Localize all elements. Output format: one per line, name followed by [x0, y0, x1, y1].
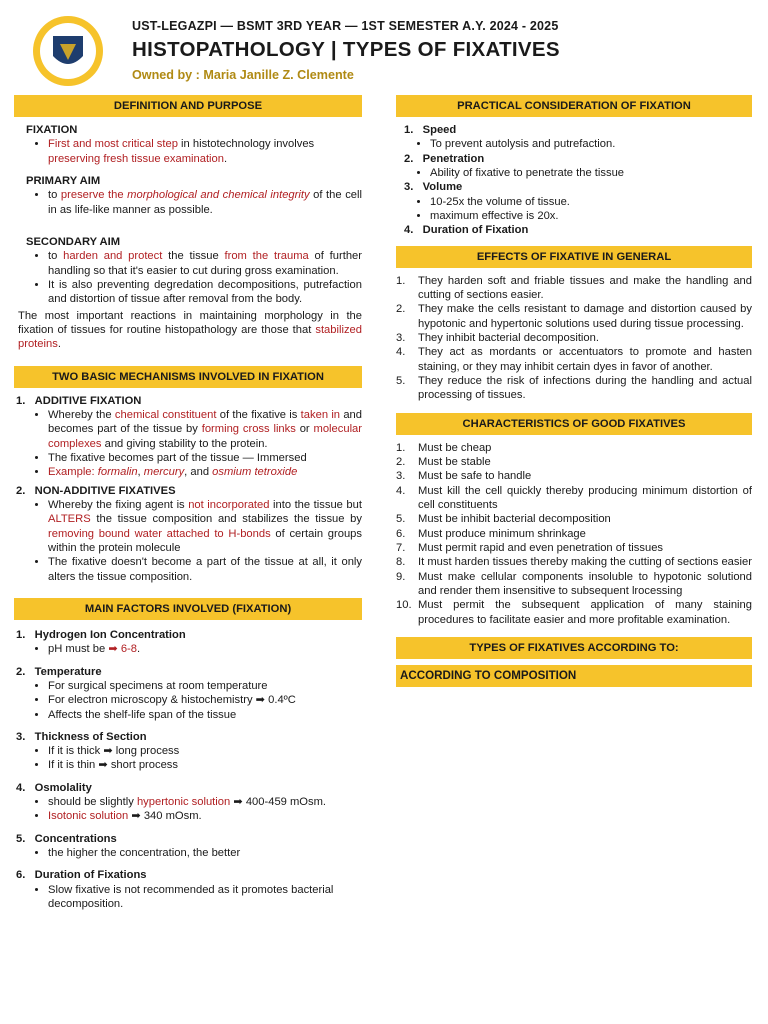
- additive-item: • The fixative becomes part of the tissue — Immersed: [48, 451, 362, 465]
- characteristic-item: Must kill the cell quickly thereby producing minimum distortion of cell constituents: [418, 484, 752, 511]
- secondary-aim-item: • to harden and protect the tissue from the trauma of further handling so that it's easier to cut during gross examination.: [48, 249, 362, 278]
- primary-aim-item: • to preserve the morphological and chemical integrity of the cell in as life-like manner as possible.: [48, 188, 362, 217]
- practical-heading: Volume: [422, 181, 463, 194]
- characteristic-item: Must be inhibit bacterial decomposition: [418, 513, 611, 526]
- characteristic-item: Must make cellular components insoluble to hypotonic solutiond and render them insensitive to subsequent lrocessing: [418, 570, 752, 597]
- section-band-characteristics: CHARACTERISTICS OF GOOD FIXATIVES: [396, 413, 752, 435]
- section-band-types: TYPES OF FIXATIVES ACCORDING TO:: [396, 637, 752, 659]
- primary-aim-heading: PRIMARY AIM: [26, 174, 101, 187]
- university-seal-logo: [20, 14, 116, 88]
- factor-item: • Isotonic solution ➡ 340 mOsm.: [48, 809, 362, 823]
- factor-item: • For surgical specimens at room temperature: [48, 679, 362, 693]
- practical-item: • maximum effective is 20x.: [430, 209, 752, 223]
- fixation-paragraph: The most important reactions in maintaining morphology in the fixation of tissues for routine histopathology are those that stabilized proteins.: [18, 309, 362, 351]
- factor-item: • the higher the concentration, the better: [48, 846, 362, 860]
- characteristic-item: Must produce minimum shrinkage: [418, 527, 586, 540]
- fixation-item: • First and most critical step in histotechnology involves preserving fresh tissue examination.: [48, 137, 362, 166]
- additive-heading: ADDITIVE FIXATION: [34, 394, 142, 407]
- effect-item: They make the cells resistant to damage and distortion caused by hypotonic and hypertonic solutions used during tissue processing.: [418, 303, 752, 330]
- practical-item: • To prevent autolysis and putrefaction.: [430, 137, 752, 151]
- factor-item: • If it is thick ➡ long process: [48, 744, 362, 758]
- right-column: PRACTICAL CONSIDERATION OF FIXATION 1. Speed • To prevent autolysis and putrefaction. 2. Penetration • Ability of fixative to penetrate the tissue 3. Volume • 10-25x the volume of tissue. • maximum effective is 20x. 4. Duration of Fixation EFFECTS OF FIXATIVE IN GENERAL 1. They harden soft and friable tissues and make the handling and cutting of sections easier. 2. They make the cells resistant to damage and distortion caused by hypotonic and hypertonic solutions used during tissue processing. 3. They inhibit bacterial decomposition. 4. They act as mordants or accentuators to promote and hasten staining, or they may inhibit certain dyes in favor of another. 5. They reduce the risk of infections during the handling and actual processing of tissues. CHARACTERISTICS OF GOOD FIXATIVES 1. Must be cheap 2. Must be stable 3. Must be safe to handle 4. Must kill the cell quickly thereby producing minimum distortion of cell constituents 5. Must be inhibit bacterial decomposition 6. Must produce minimum shrinkage 7. Must permit rapid and even penetration of tissues 8. It must harden tissues thereby making the cutting of sections easier 9. Must make cellular components insoluble to hypotonic solutiond and render them insensitive to subsequent lrocessing 10. Must permit the subsequent application of many staining procedures to facilitate easier and more profitable examination. TYPES OF FIXATIVES ACCORDING TO: ACCORDING TO COMPOSITION: [396, 95, 752, 693]
- effect-item: They act as mordants or accentuators to promote and hasten staining, or they may inhibit certain dyes in favor of another.: [418, 346, 752, 373]
- owner-line: Owned by : Maria Janille Z. Clemente: [132, 68, 354, 83]
- effect-item: They inhibit bacterial decomposition.: [418, 331, 599, 344]
- characteristic-item: Must be safe to handle: [418, 470, 532, 483]
- effect-item: They reduce the risk of infections during the handling and actual processing of tissues.: [418, 374, 752, 402]
- factor-item: • should be slightly hypertonic solution ➡ 400-459 mOsm.: [48, 795, 362, 809]
- factor-item: • pH must be ➡ 6-8.: [48, 642, 362, 656]
- practical-item: • Ability of fixative to penetrate the tissue: [430, 166, 752, 180]
- secondary-aim-item: • It is also preventing degredation decompositions, putrefaction and distortion of tissue after removal from the body.: [48, 278, 362, 307]
- additive-example: • Example: formalin, mercury, and osmium tetroxide: [48, 465, 362, 479]
- factor-item: • For electron microscopy & histochemistry ➡ 0.4ºC: [48, 693, 362, 707]
- characteristic-item: It must harden tissues thereby making the cutting of sections easier: [418, 556, 752, 569]
- header-line: UST-LEGAZPI — BSMT 3RD YEAR — 1ST SEMESTER A.Y. 2024 - 2025: [132, 19, 559, 33]
- factor-heading: Thickness of Section: [34, 730, 147, 743]
- practical-item: • 10-25x the volume of tissue.: [430, 195, 752, 209]
- fixation-heading: FIXATION: [26, 124, 78, 136]
- factor-heading: Osmolality: [34, 781, 92, 794]
- non-additive-item: • The fixative doesn't become a part of the tissue at all, it only alters the tissue composition.: [48, 555, 362, 584]
- additive-item: • Whereby the chemical constituent of the fixative is taken in and becomes part of the tissue by forming cross links or molecular complexes and giving stability to the protein.: [48, 408, 362, 451]
- section-band-practical: PRACTICAL CONSIDERATION OF FIXATION: [396, 95, 752, 117]
- factor-item: • Slow fixative is not recommended as it promotes bacterial decomposition.: [48, 883, 362, 912]
- practical-heading: Speed: [422, 124, 457, 136]
- characteristic-item: Must permit rapid and even penetration of tissues: [418, 541, 664, 554]
- characteristic-item: Must be stable: [418, 455, 491, 468]
- practical-heading: Duration of Fixation: [422, 224, 529, 237]
- factor-item: • If it is thin ➡ short process: [48, 758, 362, 772]
- page-header: [0, 0, 768, 90]
- page-title: HISTOPATHOLOGY | TYPES OF FIXATIVES: [132, 38, 560, 61]
- characteristic-item: Must permit the subsequent application of many staining procedures to facilitate easier and more profitable examination.: [418, 599, 752, 626]
- factor-heading: Hydrogen Ion Concentration: [34, 628, 186, 641]
- characteristics-list: 1. Must be cheap 2. Must be stable 3. Must be safe to handle 4. Must kill the cell quickly thereby producing minimum distortion of cell constituents 5. Must be inhibit bacterial decomposition 6. Must produce minimum shrinkage 7. Must permit rapid and even penetration of tissues 8. It must harden tissues thereby making the cutting of sections easier 9. Must make cellular components insoluble to hypotonic solutiond and render them insensitive to subsequent lrocessing 10. Must permit the subsequent application of many staining procedures to facilitate easier and more profitable examination.: [396, 441, 752, 626]
- non-additive-item: • Whereby the fixing agent is not incorporated into the tissue but ALTERS the tissue composition and stabilizes the tissue by removing bound water attached to H-bonds of certain groups within the protein molecule: [48, 498, 362, 555]
- section-band-effects: EFFECTS OF FIXATIVE IN GENERAL: [396, 246, 752, 268]
- factor-heading: Duration of Fixations: [34, 869, 147, 882]
- section-band-main-factors: MAIN FACTORS INVOLVED (FIXATION): [14, 598, 362, 620]
- effects-list: 1. They harden soft and friable tissues and make the handling and cutting of sections easier. 2. They make the cells resistant to damage and distortion caused by hypotonic and hypertonic solutions used during tissue processing. 3. They inhibit bacterial decomposition. 4. They act as mordants or accentuators to promote and hasten staining, or they may inhibit certain dyes in favor of another. 5. They reduce the risk of infections during the handling and actual processing of tissues.: [396, 274, 752, 402]
- section-band-composition: ACCORDING TO COMPOSITION: [396, 665, 752, 687]
- factor-item: • Affects the shelf-life span of the tissue: [48, 708, 362, 722]
- section-band-mechanisms: TWO BASIC MECHANISMS INVOLVED IN FIXATION: [14, 366, 362, 388]
- left-column: DEFINITION AND PURPOSE FIXATION • First and most critical step in histotechnology involves preserving fresh tissue examination. PRIMARY AIM • to preserve the morphological and chemical integrity of the cell in as life-like manner as possible. SECONDARY AIM • to harden and protect the tissue from the trauma of further handling so that it's easier to cut during gross examination. • It is also preventing degredation decompositions, putrefaction and distortion of tissue after removal from the body. The most important reactions in maintaining morphology in the fixation of tissues for routine histopathology are those that stabilized proteins. TWO BASIC MECHANISMS INVOLVED IN FIXATION 1. ADDITIVE FIXATION • Whereby the chemical constituent of the fixative is taken in and becomes part of the tissue by forming cross links or molecular complexes and giving stability to the protein. • The fixative becomes part of the tissue — Immersed • Example: formalin, mercury, and osmium tetroxide 2. NON-ADDITIVE FIXATIVES • Whereby the fixing agent is not incorporated into the tissue but ALTERS the tissue composition and stabilizes the tissue by removing bound water attached to H-bonds of certain groups within the protein molecule • The fixative doesn't become a part of the tissue at all, it only alters the tissue composition. MAIN FACTORS INVOLVED (FIXATION) 1. Hydrogen Ion Concentration • pH must be ➡ 6-8. 2. Temperature • For surgical specimens at room temperature • For electron microscopy & histochemistry ➡ 0.4ºC • Affects the shelf-life span of the tissue 3. Thickness of Section • If it is thick ➡ long process • If it is thin ➡ short process 4. Osmolality • should be slightly hypertonic solution ➡ 400-459 mOsm. • Isotonic solution ➡ 340 mOsm. 5. Concentrations • the higher the concentration, the better 6. Duration of Fixations • Slow fixative is not recommended as it promotes bacterial decomposition.: [14, 95, 362, 911]
- factor-heading: Temperature: [34, 665, 102, 678]
- effect-item: They harden soft and friable tissues and make the handling and cutting of sections easier.: [418, 274, 752, 301]
- non-additive-heading: NON-ADDITIVE FIXATIVES: [34, 484, 176, 497]
- section-band-definition: DEFINITION AND PURPOSE: [14, 95, 362, 117]
- factor-heading: Concentrations: [34, 832, 117, 845]
- characteristic-item: Must be cheap: [418, 441, 492, 454]
- practical-heading: Penetration: [422, 152, 485, 165]
- secondary-aim-heading: SECONDARY AIM: [26, 235, 121, 248]
